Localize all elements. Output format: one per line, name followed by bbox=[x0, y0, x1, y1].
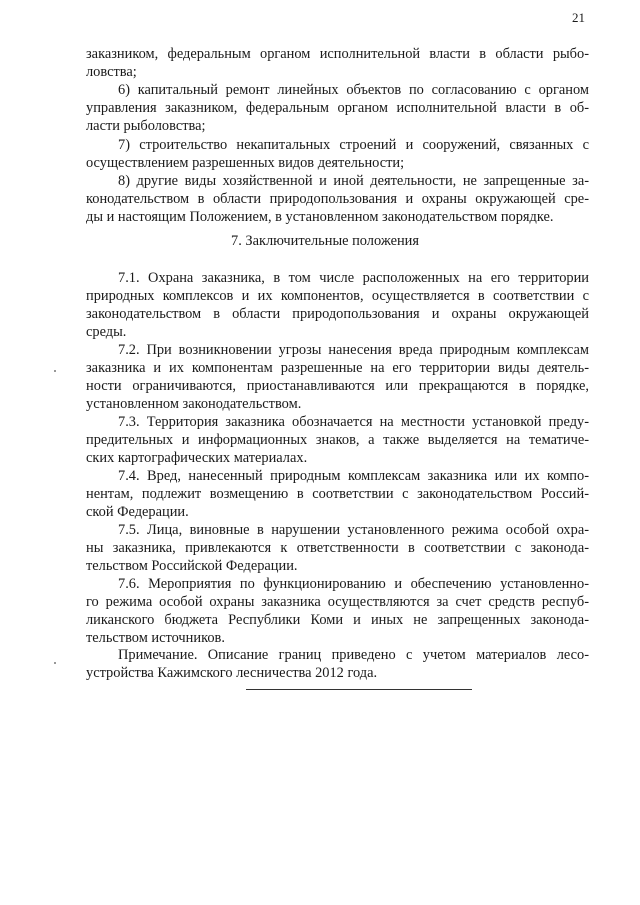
paragraph-7-2-line: 7.2. При возникновении угрозы нанесения вреда природным комплексам bbox=[118, 342, 589, 358]
text-line: среды. bbox=[86, 324, 127, 340]
text-line: законодательством в области природопользования и охраны окружающей bbox=[86, 306, 589, 322]
list-item-6-line: 6) капитальный ремонт линейных объектов по согласованию с органом bbox=[118, 82, 589, 98]
text-line: ности ограничиваются, приостанавливаются или прекращаются в порядке, bbox=[86, 378, 589, 394]
text-line: тельством источников. bbox=[86, 630, 225, 646]
scan-speck bbox=[54, 662, 56, 664]
text-line: нентам, подлежит возмещению в соответствии с законодательством Россий- bbox=[86, 486, 589, 502]
text-line: ловства; bbox=[86, 64, 137, 80]
paragraph-7-4-line: 7.4. Вред, нанесенный природным комплексам заказника или их компо- bbox=[118, 468, 589, 484]
note-line: Примечание. Описание границ приведено с учетом материалов лесо- bbox=[118, 647, 589, 663]
paragraph-7-1-line: 7.1. Охрана заказника, в том числе расположенных на его территории bbox=[118, 270, 589, 286]
text-line: го режима особой охраны заказника осуществляются за счет средств респуб- bbox=[86, 594, 589, 610]
text-line: заказника и их компонентам разрешенные на его территории виды деятель- bbox=[86, 360, 589, 376]
paragraph-7-5-line: 7.5. Лица, виновные в нарушении установленного режима особой охра- bbox=[118, 522, 589, 538]
section-heading: 7. Заключительные положения bbox=[231, 233, 419, 249]
text-line: ских картографических материалах. bbox=[86, 450, 308, 466]
text-line: природных комплексов и их компонентов, осуществляется в соответствии с bbox=[86, 288, 589, 304]
text-line: ской Федерации. bbox=[86, 504, 189, 520]
list-item-7-line: 7) строительство некапитальных строений и сооружений, связанных с bbox=[118, 137, 589, 153]
text-line: устройства Кажимского лесничества 2012 года. bbox=[86, 665, 378, 681]
text-line: управления заказником, федеральным органом исполнительной власти в об- bbox=[86, 100, 589, 116]
text-line: ны заказника, привлекаются к ответственности в соответствии с законода- bbox=[86, 540, 589, 556]
text-line: заказником, федеральным органом исполнительной власти в области рыбо- bbox=[86, 46, 589, 62]
text-line: установленном законодательством. bbox=[86, 396, 302, 412]
paragraph-7-3-line: 7.3. Территория заказника обозначается на местности установкой преду- bbox=[118, 414, 589, 430]
text-line: ды и настоящим Положением, в установленном законодательством порядке. bbox=[86, 209, 554, 225]
text-line: ликанского бюджета Республики Коми и иных не запрещенных законода- bbox=[86, 612, 589, 628]
scan-speck bbox=[54, 370, 56, 372]
text-line: конодательством в области природопользования и охраны окружающей сре- bbox=[86, 191, 589, 207]
list-item-8-line: 8) другие виды хозяйственной и иной деятельности, не запрещенные за- bbox=[118, 173, 589, 189]
text-line: тельством Российской Федерации. bbox=[86, 558, 298, 574]
end-rule bbox=[246, 689, 472, 690]
paragraph-7-6-line: 7.6. Мероприятия по функционированию и обеспечению установленно- bbox=[118, 576, 589, 592]
page-number: 21 bbox=[572, 10, 585, 25]
text-line: предительных и информационных знаков, а также выделяется на тематиче- bbox=[86, 432, 589, 448]
text-line: ласти рыболовства; bbox=[86, 118, 206, 134]
text-line: осуществлением разрешенных видов деятельности; bbox=[86, 155, 405, 171]
